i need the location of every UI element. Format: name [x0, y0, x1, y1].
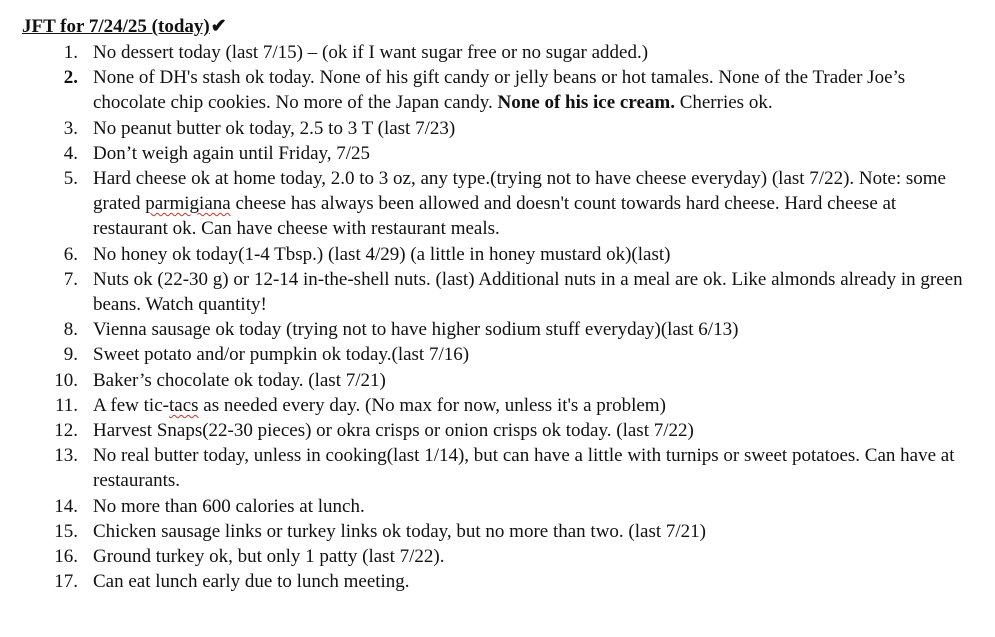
- document-title: [22, 14, 227, 40]
- item-text: A few tic-: [93, 394, 169, 416]
- item-text: Baker’s chocolate ok today. (last 7/21): [93, 369, 386, 391]
- item-text-tail: cheese has always been allowed and doesn't count towards hard cheese. Hard cheese at restaurant ok. Can have cheese with restaurant meals.: [93, 193, 897, 240]
- item-text: Chicken sausage links or turkey links ok today, but no more than two. (last 7/21): [93, 520, 707, 542]
- item-text: Can eat lunch early due to lunch meeting.: [93, 571, 410, 593]
- title-text: JFT for 7/24/25 (today): [22, 16, 210, 37]
- item-number: 3.: [63, 117, 78, 139]
- item-text: Vienna sausage ok today (trying not to have higher sodium stuff everyday)(last 6/13): [93, 319, 739, 341]
- list-item: [0, 166, 995, 242]
- item-bold-text: None of his ice cream.: [497, 92, 675, 114]
- checkmark-icon: ✔: [210, 16, 227, 37]
- item-text: No real butter today, unless in cooking(last 1/14), but can have a little with turnips or sweet potatoes. Can have at restaurants.: [93, 445, 955, 492]
- list-item: [0, 267, 995, 317]
- item-text: Ground turkey ok, but only 1 patty (last 7/22).: [93, 546, 445, 568]
- item-text: No honey ok today(1-4 Tbsp.) (last 4/29) (a little in honey mustard ok)(last): [93, 243, 671, 265]
- list-item: [0, 342, 995, 367]
- list-item: [0, 116, 995, 141]
- item-number: 2.: [63, 67, 78, 89]
- item-number: 13.: [54, 445, 78, 467]
- item-number: 9.: [63, 344, 78, 366]
- list-item: [0, 569, 995, 594]
- item-number: 12.: [54, 420, 78, 442]
- item-text: Don’t weigh again until Friday, 7/25: [93, 142, 371, 164]
- item-text: Nuts ok (22-30 g) or 12-14 in-the-shell nuts. (last) Additional nuts in a meal are ok. Like almonds already in green beans. Watch quantity!: [93, 268, 963, 316]
- item-number: 11.: [54, 394, 78, 416]
- list-item: [0, 443, 995, 493]
- spellcheck-word[interactable]: parmigiana: [145, 193, 231, 215]
- rules-list: [0, 40, 995, 594]
- list-item: [0, 368, 995, 393]
- list-item: [0, 40, 995, 65]
- item-text: Harvest Snaps(22-30 pieces) or okra crisps or onion crisps ok today. (last 7/22): [93, 420, 694, 442]
- item-text: No peanut butter ok today, 2.5 to 3 T (last 7/23): [93, 117, 456, 139]
- item-number: 15.: [54, 520, 78, 542]
- item-number: 4.: [63, 142, 78, 164]
- list-item: [0, 544, 995, 569]
- list-item: [0, 519, 995, 544]
- list-item: [0, 141, 995, 166]
- item-text: None of DH's stash ok today. None of his gift candy or jelly beans or hot tamales. None of the Trader Joe’s chocolate chip cookies. No more of the Japan candy.: [93, 67, 906, 114]
- item-text: No more than 600 calories at lunch.: [93, 495, 365, 517]
- item-number: 5.: [63, 168, 78, 190]
- item-text-tail: as needed every day. (No max for now, unless it's a problem): [198, 394, 666, 416]
- item-number: 17.: [54, 571, 78, 593]
- list-item: [0, 65, 995, 115]
- list-item: [0, 242, 995, 267]
- list-item: [0, 393, 995, 418]
- list-item: [0, 317, 995, 342]
- item-text: No dessert today (last 7/15) – (ok if I want sugar free or no sugar added.): [93, 42, 649, 63]
- spellcheck-word[interactable]: tacs: [168, 394, 199, 416]
- item-text: Hard cheese ok at home today, 2.0 to 3 oz, any type.(trying not to have cheese everyday) (last 7/22). Note: some grated: [93, 168, 946, 215]
- item-number: 16.: [54, 546, 78, 568]
- item-number: 8.: [63, 319, 78, 341]
- list-item: [0, 494, 995, 519]
- item-number: 1.: [63, 42, 78, 63]
- item-number: 7.: [63, 268, 78, 290]
- item-text-tail: Cherries ok.: [674, 92, 773, 114]
- item-number: 6.: [63, 243, 78, 265]
- item-number: 14.: [54, 495, 78, 517]
- item-text: Sweet potato and/or pumpkin ok today.(last 7/16): [93, 344, 470, 366]
- item-number: 10.: [54, 369, 78, 391]
- list-item: [0, 418, 995, 443]
